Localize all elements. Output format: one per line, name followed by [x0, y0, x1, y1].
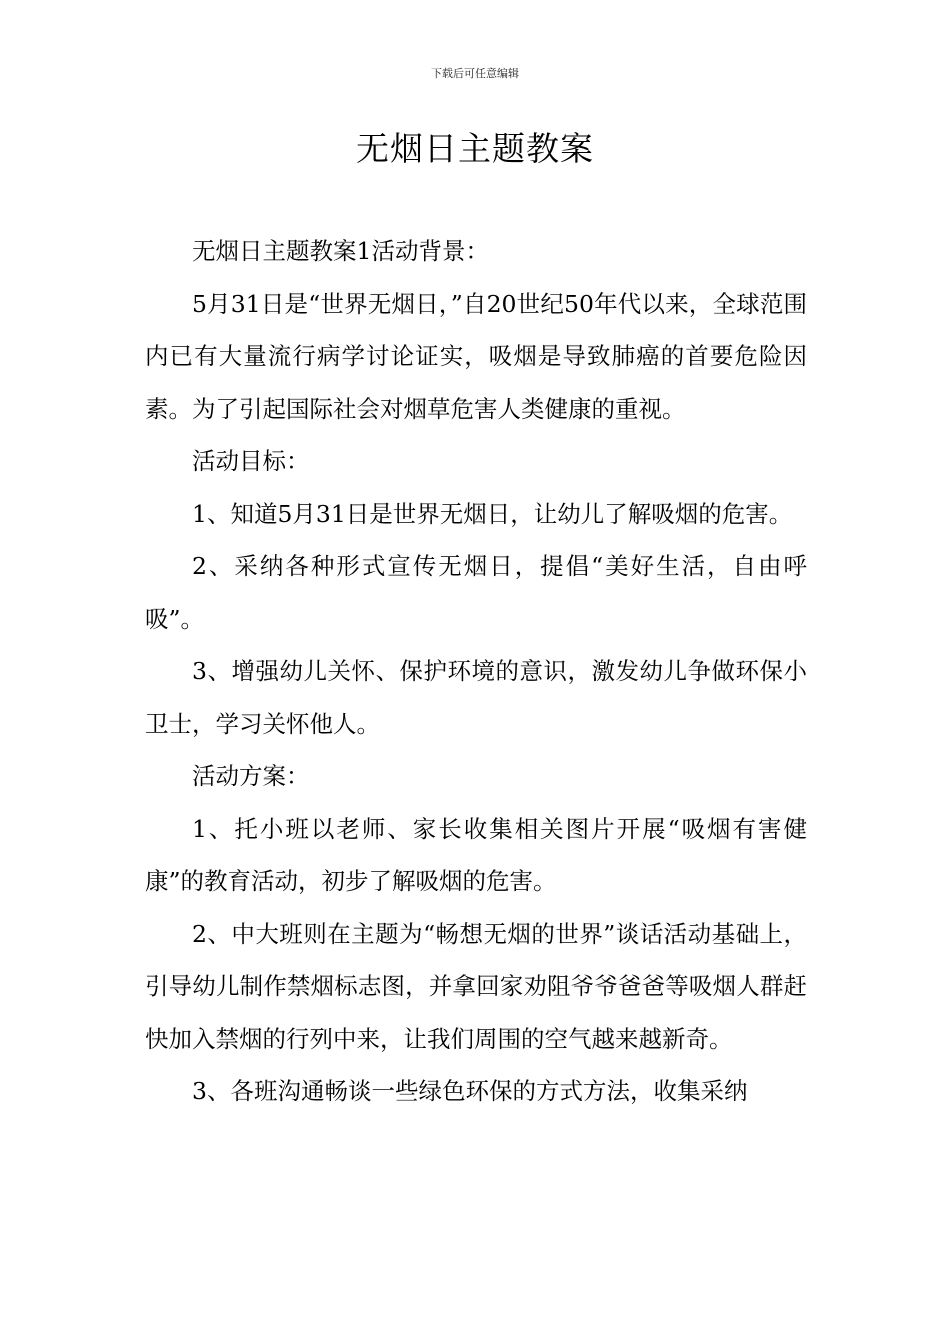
paragraph-background-heading: 无烟日主题教案1活动背景：	[192, 237, 489, 265]
page-title: 无烟日主题教案	[356, 129, 594, 168]
paragraph-goals-heading: 活动目标：	[192, 447, 310, 475]
paragraph-plan-1: 1、托小班以老师、家长收集相关图片开展“吸烟有害健康”的教育活动，初步了解吸烟的危害。	[145, 814, 807, 895]
paragraph-goal-3: 3、增强幼儿关怀、保护环境的意识，激发幼儿争做环保小卫士，学习关怀他人。	[145, 657, 807, 738]
paragraph-goal-1: 1、知道5月31日是世界无烟日，让幼儿了解吸烟的危害。	[192, 499, 793, 528]
paragraph-plan-2: 2、中大班则在主题为“畅想无烟的世界”谈话活动基础上，引导幼儿制作禁烟标志图，并拿回家劝阻爷爷爸爸等吸烟人群赶快加入禁烟的行列中来，让我们周围的空气越来越新奇。	[145, 919, 807, 1053]
paragraph-goal-2: 2、采纳各种形式宣传无烟日，提倡“美好生活，自由呼吸”。	[145, 552, 807, 633]
paragraph-plan-heading: 活动方案：	[192, 762, 310, 790]
paragraph-background: 5月31日是“世界无烟日，”自20世纪50年代以来，全球范围内已有大量流行病学讨论证实，吸烟是导致肺癌的首要危险因素。为了引起国际社会对烟草危害人类健康的重视。	[145, 289, 807, 423]
paragraph-plan-3: 3、各班沟通畅谈一些绿色环保的方式方法，收集采纳	[192, 1077, 748, 1105]
document-body	[145, 225, 807, 1118]
header-note: 下载后可任意编辑	[431, 67, 519, 80]
